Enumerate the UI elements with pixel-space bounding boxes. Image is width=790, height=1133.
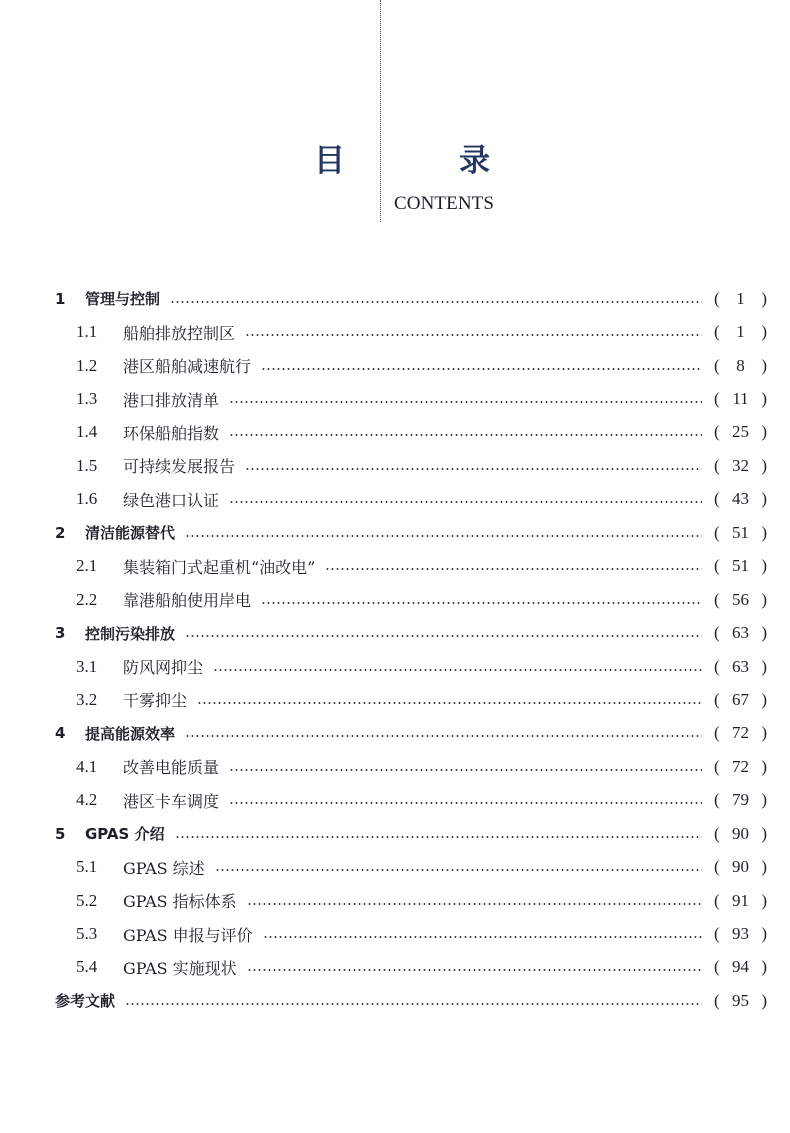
- page-number: 95: [732, 990, 749, 1010]
- page-close-paren: ): [761, 489, 767, 509]
- toc-entry-title: 清洁能源替代: [85, 524, 176, 543]
- toc-section-entry[interactable]: [55, 917, 767, 950]
- page-open-paren: (: [714, 288, 720, 308]
- toc-entry-title: GPAS 申报与评价: [123, 925, 253, 945]
- toc-entry-page: [714, 590, 767, 610]
- page-number: 51: [732, 556, 749, 576]
- dot-leader: [185, 635, 702, 637]
- page-close-paren: ): [761, 924, 767, 944]
- toc-entry-title: 改善电能质量: [123, 758, 220, 778]
- toc-chapter-entry[interactable]: [55, 616, 767, 649]
- page-open-paren: (: [714, 723, 720, 743]
- toc-chapter-entry[interactable]: [55, 717, 767, 750]
- page-close-paren: ): [761, 756, 767, 776]
- page-open-paren: (: [714, 422, 720, 442]
- toc-entry-number: 5.4: [76, 957, 98, 977]
- page-number: 63: [732, 656, 749, 676]
- toc-entry-page: [714, 556, 767, 576]
- dotted-divider-line: [380, 0, 381, 222]
- page-close-paren: ): [761, 990, 767, 1010]
- toc-entry-number: 1: [55, 289, 66, 308]
- toc-entry-page: [714, 991, 767, 1011]
- page-subtitle: CONTENTS: [394, 193, 495, 214]
- page-number: 11: [732, 389, 749, 409]
- page-number: 90: [732, 823, 749, 843]
- toc-entry-title: 参考文献: [55, 992, 116, 1011]
- toc-section-entry[interactable]: [55, 382, 767, 415]
- page-open-paren: (: [714, 790, 720, 810]
- toc-entry-title: 港口排放清单: [123, 390, 220, 410]
- page-open-paren: (: [714, 857, 720, 877]
- page-close-paren: ): [761, 355, 767, 375]
- page-number: 51: [732, 522, 749, 542]
- page-close-paren: ): [761, 723, 767, 743]
- page-close-paren: ): [761, 890, 767, 910]
- dot-leader: [170, 301, 702, 303]
- toc-entry-number: 4.1: [76, 756, 98, 776]
- page-number: 79: [732, 790, 749, 810]
- toc-entry-number: 3.2: [76, 689, 98, 709]
- toc-entry-number: 4.2: [76, 790, 98, 810]
- page-open-paren: (: [714, 656, 720, 676]
- toc-section-entry[interactable]: [55, 416, 767, 449]
- toc-entry-page: [714, 790, 767, 810]
- page-open-paren: (: [714, 890, 720, 910]
- page-open-paren: (: [714, 389, 720, 409]
- toc-entry-title: 港区卡车调度: [123, 791, 220, 811]
- page-open-paren: (: [714, 990, 720, 1010]
- dot-leader: [213, 669, 702, 671]
- toc-entry-title: 集装箱门式起重机“油改电”: [123, 557, 316, 577]
- toc-entry-page: [714, 657, 767, 677]
- page-close-paren: ): [761, 389, 767, 409]
- toc-entry-number: 3: [55, 624, 66, 643]
- toc-section-entry[interactable]: [55, 683, 767, 716]
- dot-leader: [247, 969, 702, 971]
- page-close-paren: ): [761, 823, 767, 843]
- toc-entry-page: [714, 690, 767, 710]
- dot-leader: [245, 334, 702, 336]
- toc-entry-title: GPAS 介绍: [85, 825, 165, 844]
- toc-section-entry[interactable]: [55, 650, 767, 683]
- page-number: 90: [732, 857, 749, 877]
- dot-leader: [197, 702, 702, 704]
- toc-section-entry[interactable]: [55, 349, 767, 382]
- toc-chapter-entry[interactable]: [55, 817, 767, 850]
- toc-entry-page: [714, 523, 767, 543]
- page-number: 94: [732, 957, 749, 977]
- toc-entry-page: [714, 623, 767, 643]
- toc-entry-page: [714, 824, 767, 844]
- toc-entry-title: 环保船舶指数: [123, 423, 220, 443]
- page-title: [0, 135, 790, 185]
- dot-leader: [261, 602, 702, 604]
- toc-entry-number: 1.4: [76, 422, 98, 442]
- toc-entry-number: 1.2: [76, 355, 98, 375]
- page-number: 93: [732, 924, 749, 944]
- toc-section-entry[interactable]: [55, 315, 767, 348]
- dot-leader: [229, 434, 702, 436]
- dot-leader: [125, 1003, 702, 1005]
- dot-leader: [261, 368, 702, 370]
- toc-entry-page: [714, 456, 767, 476]
- toc-section-entry[interactable]: [55, 951, 767, 984]
- page-open-paren: (: [714, 689, 720, 709]
- dot-leader: [245, 468, 702, 470]
- page-close-paren: ): [761, 623, 767, 643]
- page-open-paren: (: [714, 522, 720, 542]
- page-number: 43: [732, 489, 749, 509]
- toc-chapter-entry[interactable]: [55, 516, 767, 549]
- page-close-paren: ): [761, 589, 767, 609]
- dot-leader: [229, 802, 702, 804]
- page-close-paren: ): [761, 522, 767, 542]
- page-number: 25: [732, 422, 749, 442]
- page-close-paren: ): [761, 790, 767, 810]
- toc-entry-number: 4: [55, 724, 66, 743]
- toc-entry-number: 1.1: [76, 322, 98, 342]
- page-open-paren: (: [714, 322, 720, 342]
- toc-entry-number: 1.5: [76, 455, 98, 475]
- page-open-paren: (: [714, 957, 720, 977]
- dot-leader: [325, 568, 702, 570]
- toc-section-entry[interactable]: [55, 884, 767, 917]
- toc-entry-page: [714, 857, 767, 877]
- toc-entry-page: [714, 422, 767, 442]
- toc-references-entry[interactable]: [55, 984, 767, 1017]
- toc-entry-title: 港区船舶减速航行: [123, 357, 252, 377]
- page-number: 72: [732, 756, 749, 776]
- dot-leader: [185, 535, 702, 537]
- toc-entry-number: 2.2: [76, 589, 98, 609]
- page-close-paren: ): [761, 322, 767, 342]
- toc-section-entry[interactable]: [55, 850, 767, 883]
- page-close-paren: ): [761, 656, 767, 676]
- page-number: 67: [732, 689, 749, 709]
- toc-entry-page: [714, 757, 767, 777]
- dot-leader: [229, 401, 702, 403]
- dot-leader: [215, 869, 702, 871]
- title-char-1: 目: [314, 143, 345, 179]
- dot-leader: [263, 936, 702, 938]
- dot-leader: [229, 769, 702, 771]
- dot-leader: [247, 903, 702, 905]
- page-open-paren: (: [714, 489, 720, 509]
- toc-entry-number: 3.1: [76, 656, 98, 676]
- toc-entry-page: [714, 924, 767, 944]
- page-number: 1: [736, 288, 745, 308]
- toc-entry-page: [714, 489, 767, 509]
- toc-entry-title: 干雾抑尘: [123, 691, 188, 711]
- page-open-paren: (: [714, 756, 720, 776]
- toc-entry-number: 5: [55, 824, 66, 843]
- page-open-paren: (: [714, 589, 720, 609]
- toc-entry-number: 5.3: [76, 924, 98, 944]
- toc-entry-number: 1.6: [76, 489, 98, 509]
- title-char-2: 录: [459, 143, 490, 179]
- toc-entry-title: 管理与控制: [85, 290, 161, 309]
- page-open-paren: (: [714, 455, 720, 475]
- page-open-paren: (: [714, 924, 720, 944]
- toc-section-entry[interactable]: [55, 750, 767, 783]
- toc-entry-page: [714, 356, 767, 376]
- toc-entry-number: 2: [55, 523, 66, 542]
- toc-entry-page: [714, 723, 767, 743]
- toc-entry-page: [714, 891, 767, 911]
- dot-leader: [229, 501, 702, 503]
- page-close-paren: ): [761, 957, 767, 977]
- page-number: 32: [732, 455, 749, 475]
- page-close-paren: ): [761, 288, 767, 308]
- page-number: 56: [732, 589, 749, 609]
- page-close-paren: ): [761, 857, 767, 877]
- toc-entry-title: 靠港船舶使用岸电: [123, 591, 252, 611]
- toc-entry-title: 防风网抑尘: [123, 658, 204, 678]
- toc-section-entry[interactable]: [55, 550, 767, 583]
- toc-entry-title: GPAS 综述: [123, 858, 205, 878]
- page-open-paren: (: [714, 823, 720, 843]
- toc-entry-title: 提高能源效率: [85, 724, 176, 743]
- toc-entry-page: [714, 957, 767, 977]
- dot-leader: [185, 735, 702, 737]
- page-number: 63: [732, 623, 749, 643]
- toc-entry-page: [714, 389, 767, 409]
- toc-entry-title: GPAS 实施现状: [123, 958, 237, 978]
- dot-leader: [175, 836, 702, 838]
- toc-entry-number: 5.2: [76, 890, 98, 910]
- toc-entry-number: 2.1: [76, 556, 98, 576]
- table-of-contents: [55, 282, 767, 1018]
- toc-section-entry[interactable]: [55, 483, 767, 516]
- page-number: 72: [732, 723, 749, 743]
- page-open-paren: (: [714, 623, 720, 643]
- page-number: 8: [736, 355, 745, 375]
- toc-section-entry[interactable]: [55, 784, 767, 817]
- toc-entry-title: 控制污染排放: [85, 624, 176, 643]
- toc-chapter-entry[interactable]: [55, 282, 767, 315]
- toc-entry-number: 5.1: [76, 857, 98, 877]
- toc-section-entry[interactable]: [55, 449, 767, 482]
- toc-entry-title: 绿色港口认证: [123, 490, 220, 510]
- toc-entry-number: 1.3: [76, 389, 98, 409]
- page-close-paren: ): [761, 689, 767, 709]
- page-close-paren: ): [761, 455, 767, 475]
- toc-entry-title: 可持续发展报告: [123, 457, 236, 477]
- toc-entry-title: GPAS 指标体系: [123, 892, 237, 912]
- page-close-paren: ): [761, 422, 767, 442]
- toc-section-entry[interactable]: [55, 583, 767, 616]
- page-close-paren: ): [761, 556, 767, 576]
- toc-entry-page: [714, 322, 767, 342]
- page-number: 1: [736, 322, 745, 342]
- page-open-paren: (: [714, 355, 720, 375]
- toc-entry-page: [714, 289, 767, 309]
- toc-entry-title: 船舶排放控制区: [123, 323, 236, 343]
- page-number: 91: [732, 890, 749, 910]
- page-open-paren: (: [714, 556, 720, 576]
